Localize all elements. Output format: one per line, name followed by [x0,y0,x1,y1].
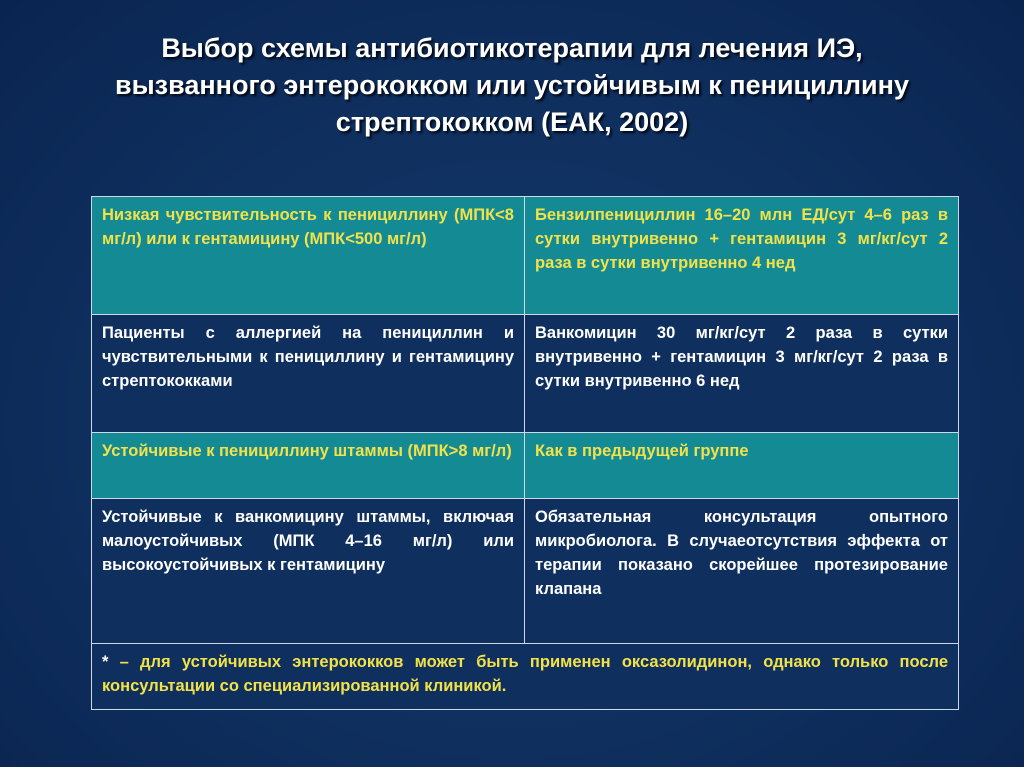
footnote-text: – для устойчивых энтерококков может быть применен оксазолидинон, однако только после консультации со специализированной клиникой. [102,653,948,695]
title-line-1: Выбор схемы антибиотикотерапии для лечения ИЭ, [161,33,863,63]
table-cell-condition: Устойчивые к пенициллину штаммы (МПК>8 мг/л) [92,433,525,499]
footnote-star: * [102,653,109,671]
table-cell-therapy: Как в предыдущей группе [525,433,959,499]
title-line-3: стрептококком (ЕАК, 2002) [335,107,689,137]
table-row [92,315,959,433]
table-note-row [92,644,959,710]
table-cell-therapy: Обязательная консультация опытного микробиолога. В случаеотсутствия эффекта от терапии показано скорейшее протезирование клапана [525,499,959,644]
slide-title [40,30,984,141]
table-row [92,499,959,644]
table-cell-therapy: Ванкомицин 30 мг/кг/сут 2 раза в сутки внутривенно + гентамицин 3 мг/кг/сут 2 раза в сутки внутривенно 6 нед [525,315,959,433]
table-row [92,197,959,315]
table-cell-condition: Устойчивые к ванкомицину штаммы, включая малоустойчивых (МПК 4–16 мг/л) или высокоустойчивых к гентамицину [92,499,525,644]
table-cell-condition: Пациенты с аллергией на пенициллин и чувствительными к пенициллину и гентамицину стрептококками [92,315,525,433]
title-line-2: вызванного энтерококком или устойчивым к пенициллину [115,70,909,100]
table-cell-condition: Низкая чувствительность к пенициллину (МПК<8 мг/л) или к гентамицину (МПК<500 мг/л) [92,197,525,315]
table-cell-therapy: Бензилпенициллин 16–20 млн ЕД/сут 4–6 раз в сутки внутривенно + гентамицин 3 мг/кг/сут 2 раза в сутки внутривенно 4 нед [525,197,959,315]
therapy-table [91,196,959,710]
table-footnote [92,644,959,710]
table-row [92,433,959,499]
